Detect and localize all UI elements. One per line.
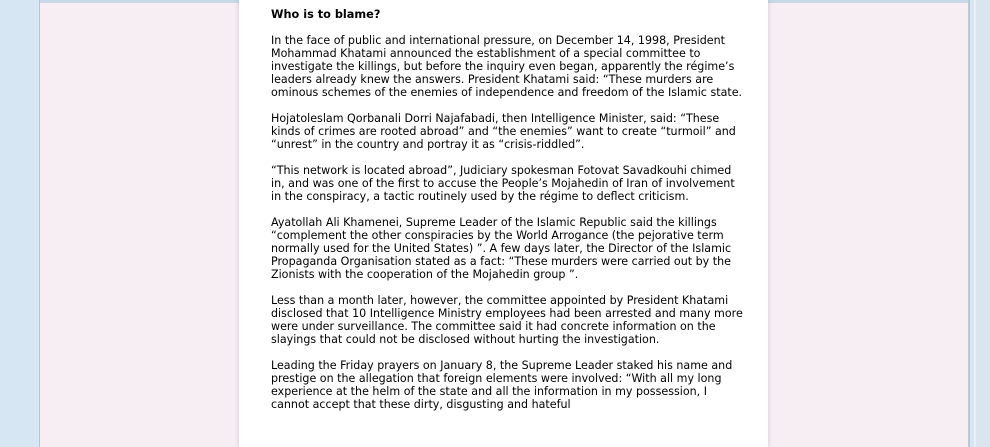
scrollbar-edge xyxy=(974,0,976,447)
article-paragraph: “This network is located abroad”, Judiciary spokesman Fotovat Savadkouhi chimed in, and was one of the first to accuse the People’s Mojahedin of Iran of involvement in the conspiracy, a tactic routinely used by the régime to deflect criticism. xyxy=(271,164,735,203)
article-paragraph: Ayatollah Ali Khamenei, Supreme Leader of the Islamic Republic said the killings “complement the other conspiracies by the World Arrogance (the pejorative term normally used for the United States) ”. A few days later, the Director of the Islamic Propaganda Organisation stated as a fact: “These murders were carried out by the Zionists with the cooperation of the Mojahedin group ”. xyxy=(271,216,732,281)
article-paragraph: Hojatoleslam Qorbanali Dorri Najafabadi, then Intelligence Minister, said: “These kinds of crimes are rooted abroad” and “the enemies” want to create “turmoil” and “unrest” in the country and portray it as “crisis-riddled”. xyxy=(271,112,736,151)
right-scrollbar-track[interactable] xyxy=(968,0,990,447)
article-panel xyxy=(239,0,768,447)
article-paragraph: Leading the Friday prayers on January 8, the Supreme Leader staked his name and prestige on the allegation that foreign elements were involved: “With all my long experience at the helm of the state and all the information in my possession, I cannot accept that these dirty, disgusting and hateful xyxy=(271,359,733,411)
article-paragraph: Less than a month later, however, the committee appointed by President Khatami disclosed that 10 Intelligence Ministry employees had been arrested and many more were under surveillance. The committee said it had concrete information on the slayings that could not be disclosed without hurting the investigation. xyxy=(271,294,743,346)
section-heading: Who is to blame? xyxy=(271,8,381,21)
article-body xyxy=(271,8,743,424)
left-window-frame xyxy=(0,0,40,447)
article-paragraph: In the face of public and international pressure, on December 14, 1998, President Mohammad Khatami announced the establishment of a special committee to investigate the killings, but before the inquiry even began, apparently the régime’s leaders already knew the answers. President Khatami said: “These murders are ominous schemes of the enemies of independence and freedom of the Islamic state. xyxy=(271,34,743,99)
